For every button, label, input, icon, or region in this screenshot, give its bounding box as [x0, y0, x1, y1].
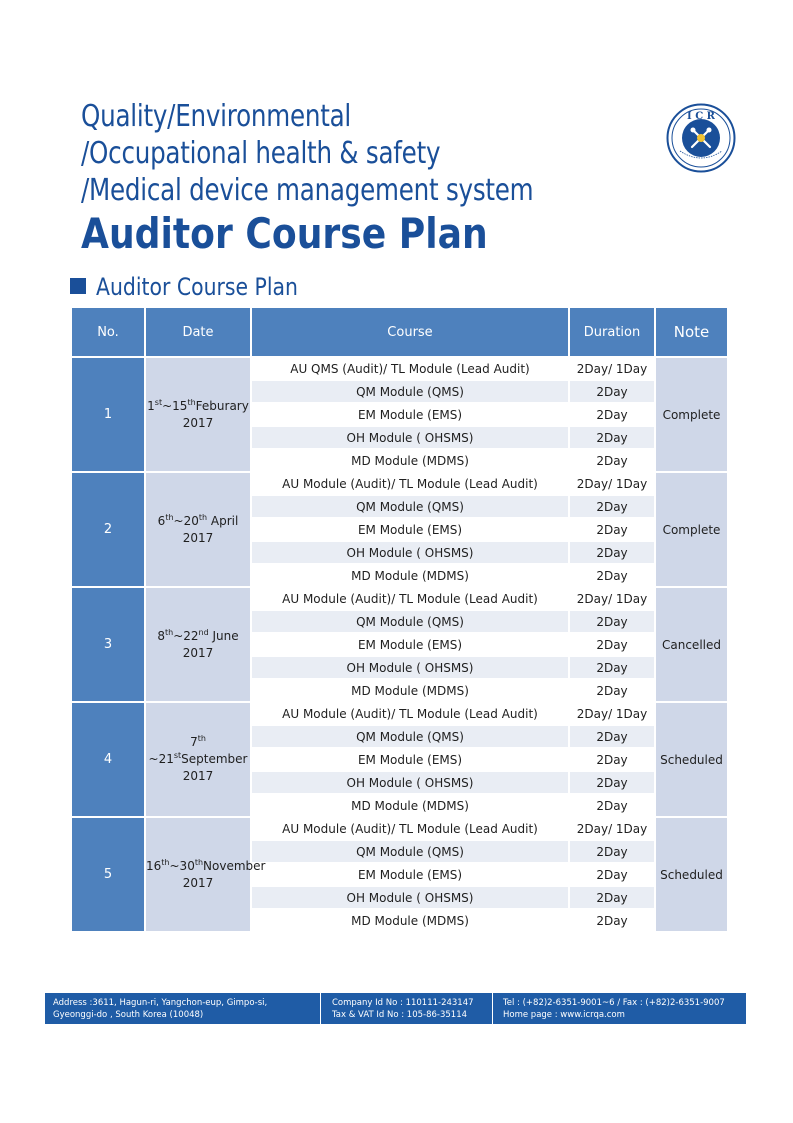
footer-contact-line-1: Tel : (+82)2-6351-9001~6 / Fax : (+82)2-6351-9007: [503, 998, 725, 1008]
date-end-suffix: th: [198, 512, 208, 522]
course-name: AU Module (Audit)/ TL Module (Lead Audit): [251, 587, 569, 610]
course-name: QM Module (QMS): [251, 495, 569, 518]
date-month: June: [208, 628, 239, 643]
date-start-day: 16: [146, 858, 162, 873]
section-heading: [70, 272, 334, 302]
footer-company-ids: [332, 997, 474, 1021]
course-name: AU Module (Audit)/ TL Module (Lead Audit): [251, 817, 569, 840]
table-row: [71, 587, 728, 610]
icr-seal-logo: [666, 103, 736, 173]
course-name: OH Module ( OHSMS): [251, 656, 569, 679]
table-row: [71, 702, 728, 725]
session-date: [145, 702, 251, 817]
date-year: 2017: [182, 415, 214, 430]
session-date: [145, 587, 251, 702]
course-name: OH Module ( OHSMS): [251, 426, 569, 449]
title-main: Auditor Course Plan: [81, 209, 488, 258]
header-course: Course: [251, 307, 569, 357]
course-duration: 2Day: [569, 633, 655, 656]
course-duration: 2Day/ 1Day: [569, 357, 655, 380]
date-month: November: [203, 858, 266, 873]
course-duration: 2Day/ 1Day: [569, 587, 655, 610]
header-duration: Duration: [569, 307, 655, 357]
header-date: Date: [145, 307, 251, 357]
footer-contact: [503, 997, 725, 1021]
session-date: [145, 472, 251, 587]
square-bullet-icon: [70, 278, 86, 294]
date-end-suffix: th: [187, 397, 196, 407]
footer-contact-line-2: Home page : www.icrqa.com: [503, 1010, 625, 1020]
date-start-day: 1: [147, 398, 155, 413]
date-end-suffix: st: [173, 751, 182, 760]
course-duration: 2Day: [569, 518, 655, 541]
course-duration: 2Day: [569, 541, 655, 564]
course-plan-table: [70, 306, 729, 933]
session-status: Scheduled: [655, 817, 728, 932]
course-name: MD Module (MDMS): [251, 564, 569, 587]
course-name: MD Module (MDMS): [251, 679, 569, 702]
course-duration: 2Day: [569, 656, 655, 679]
date-year: 2017: [182, 530, 214, 545]
course-duration: 2Day: [569, 495, 655, 518]
date-end-suffix: th: [194, 857, 204, 867]
date-year: 2017: [182, 875, 214, 890]
date-end-suffix: nd: [198, 627, 209, 637]
date-range-end: ~20: [173, 513, 199, 528]
table-row: [71, 472, 728, 495]
session-status: Complete: [655, 357, 728, 472]
date-start-day: 7: [190, 735, 198, 749]
footer-address: [53, 997, 267, 1021]
session-date: [145, 817, 266, 932]
course-name: OH Module ( OHSMS): [251, 771, 569, 794]
header-no: No.: [71, 307, 145, 357]
date-range-end: ~22: [173, 628, 199, 643]
date-month: September: [181, 752, 248, 766]
course-duration: 2Day: [569, 610, 655, 633]
table-body: [71, 357, 728, 932]
course-duration: 2Day/ 1Day: [569, 702, 655, 725]
course-duration: 2Day: [569, 909, 655, 932]
course-name: MD Module (MDMS): [251, 449, 569, 472]
session-number: 2: [71, 472, 145, 587]
course-name: EM Module (EMS): [251, 403, 569, 426]
date-start-suffix: st: [154, 397, 163, 407]
course-name: EM Module (EMS): [251, 863, 569, 886]
date-year: 2017: [182, 769, 214, 783]
session-date: [145, 357, 251, 472]
date-year: 2017: [182, 645, 214, 660]
date-start-suffix: th: [164, 627, 174, 637]
course-duration: 2Day: [569, 886, 655, 909]
footer-divider: [320, 993, 321, 1024]
course-duration: 2Day: [569, 380, 655, 403]
session-number: 5: [71, 817, 145, 932]
course-duration: 2Day: [569, 679, 655, 702]
course-name: EM Module (EMS): [251, 518, 569, 541]
session-number: 1: [71, 357, 145, 472]
title-line-1: Quality/Environmental: [81, 99, 352, 134]
course-duration: 2Day: [569, 794, 655, 817]
title-line-2: /Occupational health & safety: [81, 136, 441, 171]
session-status: Scheduled: [655, 702, 728, 817]
table-row: [71, 357, 728, 380]
date-start-suffix: th: [161, 857, 170, 867]
footer-company-line-2: Tax & VAT Id No : 105-86-35114: [332, 1010, 468, 1020]
date-range-end: ~15: [162, 398, 188, 413]
course-duration: 2Day: [569, 863, 655, 886]
course-duration: 2Day: [569, 771, 655, 794]
footer-divider: [492, 993, 493, 1024]
course-name: MD Module (MDMS): [251, 794, 569, 817]
date-start-day: 6: [157, 513, 166, 528]
course-duration: 2Day: [569, 449, 655, 472]
course-name: OH Module ( OHSMS): [251, 886, 569, 909]
header-note: Note: [655, 307, 728, 357]
table-header-row: [71, 307, 728, 357]
course-duration: 2Day/ 1Day: [569, 472, 655, 495]
session-number: 4: [71, 702, 145, 817]
course-duration: 2Day: [569, 725, 655, 748]
course-name: AU Module (Audit)/ TL Module (Lead Audit): [251, 472, 569, 495]
date-range-end: ~21: [148, 752, 174, 766]
table-row: [71, 817, 728, 840]
session-status: Cancelled: [655, 587, 728, 702]
date-month: Feburary: [195, 398, 249, 413]
session-status: Complete: [655, 472, 728, 587]
course-duration: 2Day/ 1Day: [569, 817, 655, 840]
course-duration: 2Day: [569, 426, 655, 449]
section-heading-text: Auditor Course Plan: [96, 273, 298, 301]
course-name: EM Module (EMS): [251, 748, 569, 771]
footer-address-line-2: Gyeonggi-do , South Korea (10048): [53, 1010, 204, 1020]
document-title: [81, 98, 681, 259]
course-name: QM Module (QMS): [251, 840, 569, 863]
date-range-end: ~30: [169, 858, 195, 873]
date-start-suffix: th: [165, 512, 174, 522]
course-name: QM Module (QMS): [251, 725, 569, 748]
course-name: QM Module (QMS): [251, 610, 569, 633]
date-month: April: [207, 513, 239, 528]
course-duration: 2Day: [569, 403, 655, 426]
title-line-3: /Medical device management system: [81, 173, 534, 208]
session-number: 3: [71, 587, 145, 702]
course-name: EM Module (EMS): [251, 633, 569, 656]
svg-text:I C R: I C R: [687, 111, 715, 122]
footer-address-line-1: Address :3611, Hagun-ri, Yangchon-eup, Gimpo-si,: [53, 998, 268, 1008]
course-duration: 2Day: [569, 748, 655, 771]
footer-bar: [45, 993, 746, 1024]
course-duration: 2Day: [569, 564, 655, 587]
date-start-day: 8: [157, 628, 165, 643]
footer-company-line-1: Company Id No : 110111-243147: [332, 998, 474, 1008]
course-name: QM Module (QMS): [251, 380, 569, 403]
course-duration: 2Day: [569, 840, 655, 863]
course-name: OH Module ( OHSMS): [251, 541, 569, 564]
date-start-suffix: th: [197, 734, 206, 743]
course-name: AU Module (Audit)/ TL Module (Lead Audit): [251, 702, 569, 725]
course-name: AU QMS (Audit)/ TL Module (Lead Audit): [251, 357, 569, 380]
course-name: MD Module (MDMS): [251, 909, 569, 932]
